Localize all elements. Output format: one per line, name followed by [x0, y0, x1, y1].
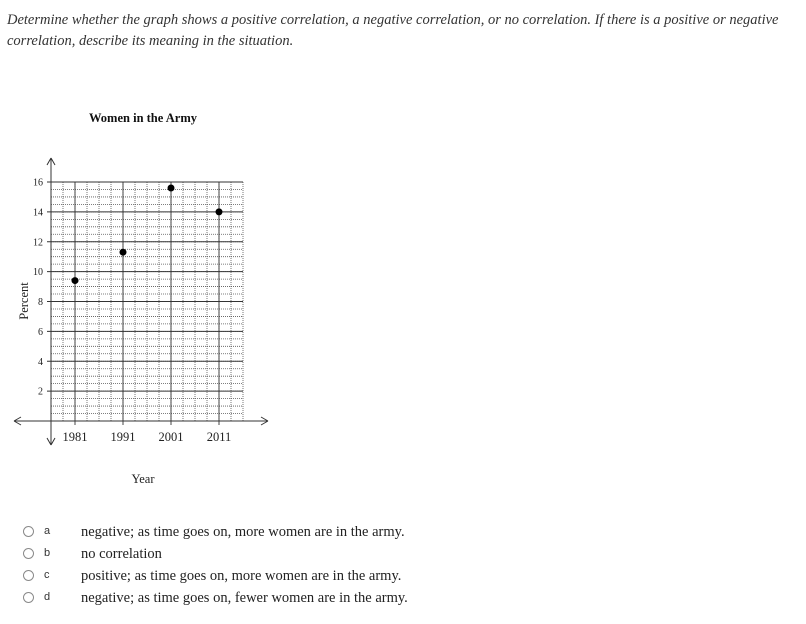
x-axis-label: Year	[131, 472, 155, 486]
y-tick-label: 6	[38, 326, 43, 338]
grid	[47, 182, 243, 425]
option-letter: a	[44, 525, 51, 537]
radio-button[interactable]	[23, 526, 34, 537]
y-tick-label: 10	[33, 267, 43, 279]
data-point	[72, 277, 79, 284]
y-tick-label: 12	[33, 237, 43, 249]
radio-button[interactable]	[23, 592, 34, 603]
option-text: no correlation	[81, 546, 162, 562]
answer-option-b[interactable]	[18, 544, 518, 566]
y-tick-label: 4	[38, 356, 43, 368]
option-letter: b	[44, 547, 51, 559]
option-text: negative; as time goes on, more women are in the army.	[81, 524, 405, 540]
y-tick-label: 2	[38, 386, 43, 398]
option-text: positive; as time goes on, more women are in the army.	[81, 568, 402, 584]
chart-title: Women in the Army	[89, 111, 197, 125]
option-letter: c	[44, 569, 50, 581]
radio-button[interactable]	[23, 570, 34, 581]
answer-options	[18, 522, 518, 610]
option-text: negative; as time goes on, fewer women are in the army.	[81, 590, 408, 606]
x-tick-label: 1991	[110, 430, 136, 444]
answer-option-d[interactable]	[18, 588, 518, 610]
y-tick-label: 14	[33, 207, 43, 219]
x-tick-label: 1981	[62, 430, 88, 444]
y-tick-label: 16	[33, 177, 43, 189]
question-text: Determine whether the graph shows a positive correlation, a negative correlation, or no correlation. If there is a positive or negative correlation, describe its meaning in the situation.	[7, 12, 779, 49]
data-point	[216, 208, 223, 215]
data-point	[168, 184, 175, 191]
answer-option-a[interactable]	[18, 522, 518, 544]
radio-button[interactable]	[23, 548, 34, 559]
data-point	[120, 249, 127, 256]
option-letter: d	[44, 591, 51, 603]
answer-option-c[interactable]	[18, 566, 518, 588]
x-tick-label: 2011	[206, 430, 232, 444]
y-axis-label: Percent	[17, 282, 31, 320]
y-tick-label: 8	[38, 297, 43, 308]
x-tick-label: 2001	[158, 430, 184, 444]
